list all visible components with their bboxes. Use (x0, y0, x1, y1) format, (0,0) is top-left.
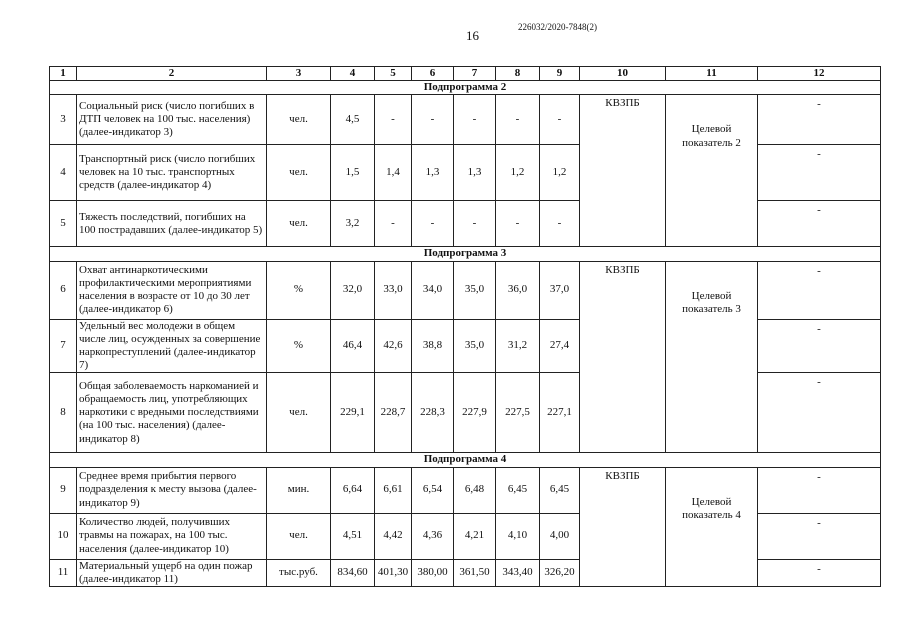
column-12-value: - (817, 148, 821, 161)
value-cell: 32,0 (331, 261, 375, 319)
column-header-row (50, 67, 881, 81)
responsible-code: КВЗПБ (580, 261, 666, 453)
value-cell: 229,1 (331, 373, 375, 453)
value-cell: 42,6 (375, 319, 412, 373)
column-12-cell (758, 261, 881, 319)
unit-cell: % (267, 319, 331, 373)
value-cell: 37,0 (540, 261, 580, 319)
value-cell: 35,0 (454, 261, 496, 319)
column-header-1: 1 (50, 67, 77, 81)
table-row (50, 261, 881, 319)
subprogram-title: Подпрограмма 3 (50, 247, 881, 261)
column-12-cell (758, 559, 881, 586)
page-number: 16 (466, 28, 479, 43)
value-cell: 326,20 (540, 559, 580, 586)
value-cell: 1,5 (331, 145, 375, 201)
row-number: 6 (50, 261, 77, 319)
row-number: 3 (50, 95, 77, 145)
value-cell: - (412, 201, 454, 247)
value-cell: 343,40 (496, 559, 540, 586)
indicator-name: Тяжесть последствий, погибших на 100 пострадавших (далее-индикатор 5) (77, 201, 267, 247)
column-header-7: 7 (454, 67, 496, 81)
column-header-11: 11 (666, 67, 758, 81)
column-12-value: - (817, 376, 821, 389)
indicator-name: Охват антинаркотическими профилактическими мероприятиями населения в возрасте от 10 до 30 лет (далее-индикатор 6) (77, 261, 267, 319)
column-12-cell (758, 513, 881, 559)
value-cell: 35,0 (454, 319, 496, 373)
unit-cell: % (267, 261, 331, 319)
value-cell: 6,54 (412, 467, 454, 513)
row-number: 8 (50, 373, 77, 453)
value-cell: 227,1 (540, 373, 580, 453)
table-body (50, 81, 881, 587)
value-cell: 4,51 (331, 513, 375, 559)
value-cell: - (540, 95, 580, 145)
value-cell: - (412, 95, 454, 145)
table-row (50, 95, 881, 145)
column-12-cell (758, 95, 881, 145)
column-12-value: - (817, 516, 821, 529)
subprogram-row (50, 453, 881, 467)
value-cell: 1,2 (496, 145, 540, 201)
value-cell: - (540, 201, 580, 247)
value-cell: 4,36 (412, 513, 454, 559)
column-12-value: - (817, 204, 821, 217)
document-id: 226032/2020-7848(2) (518, 22, 597, 32)
indicator-name: Социальный риск (число погибших в ДТП человек на 100 тыс. населения) (далее-индикатор 3) (77, 95, 267, 145)
unit-cell: чел. (267, 95, 331, 145)
row-number: 7 (50, 319, 77, 373)
value-cell: 834,60 (331, 559, 375, 586)
column-12-value: - (817, 264, 821, 277)
value-cell: 36,0 (496, 261, 540, 319)
value-cell: 4,5 (331, 95, 375, 145)
value-cell: 34,0 (412, 261, 454, 319)
row-number: 11 (50, 559, 77, 586)
row-number: 10 (50, 513, 77, 559)
value-cell: 4,42 (375, 513, 412, 559)
indicator-name: Общая заболеваемость наркоманией и обращаемость лиц, употребляющих наркотики с вредными последствиями (на 100 тыс. населения) (далее-индикатор 8) (77, 373, 267, 453)
unit-cell: тыс.руб. (267, 559, 331, 586)
column-12-value: - (817, 470, 821, 483)
row-number: 5 (50, 201, 77, 247)
value-cell: - (375, 201, 412, 247)
value-cell: 4,10 (496, 513, 540, 559)
value-cell: 227,9 (454, 373, 496, 453)
value-cell: 31,2 (496, 319, 540, 373)
value-cell: 4,00 (540, 513, 580, 559)
value-cell: 27,4 (540, 319, 580, 373)
subprogram-row (50, 247, 881, 261)
value-cell: - (375, 95, 412, 145)
column-header-10: 10 (580, 67, 666, 81)
column-12-cell (758, 145, 881, 201)
column-12-value: - (817, 322, 821, 335)
responsible-code: КВЗПБ (580, 95, 666, 247)
target-indicator: Целевой показатель 3 (666, 261, 758, 453)
unit-cell: чел. (267, 513, 331, 559)
value-cell: 1,2 (540, 145, 580, 201)
column-header-2: 2 (77, 67, 267, 81)
value-cell: - (496, 201, 540, 247)
column-header-3: 3 (267, 67, 331, 81)
value-cell: 1,4 (375, 145, 412, 201)
row-number: 9 (50, 467, 77, 513)
value-cell: 6,48 (454, 467, 496, 513)
target-indicator: Целевой показатель 4 (666, 467, 758, 586)
value-cell: 401,30 (375, 559, 412, 586)
column-header-4: 4 (331, 67, 375, 81)
column-12-value: - (817, 562, 821, 575)
value-cell: 3,2 (331, 201, 375, 247)
indicator-name: Среднее время прибытия первого подразделения к месту вызова (далее-индикатор 9) (77, 467, 267, 513)
column-header-8: 8 (496, 67, 540, 81)
row-number: 4 (50, 145, 77, 201)
column-12-cell (758, 319, 881, 373)
value-cell: 361,50 (454, 559, 496, 586)
value-cell: 6,45 (540, 467, 580, 513)
value-cell: 38,8 (412, 319, 454, 373)
value-cell: 6,64 (331, 467, 375, 513)
unit-cell: чел. (267, 145, 331, 201)
indicator-name: Удельный вес молодежи в общем числе лиц, осужденных за совершение наркопреступлений (далее-индикатор 7) (77, 319, 267, 373)
value-cell: 1,3 (412, 145, 454, 201)
value-cell: 33,0 (375, 261, 412, 319)
table-row (50, 467, 881, 513)
value-cell: 1,3 (454, 145, 496, 201)
column-header-9: 9 (540, 67, 580, 81)
indicator-name: Материальный ущерб на один пожар (далее-индикатор 11) (77, 559, 267, 586)
value-cell: 380,00 (412, 559, 454, 586)
unit-cell: мин. (267, 467, 331, 513)
unit-cell: чел. (267, 373, 331, 453)
responsible-code: КВЗПБ (580, 467, 666, 586)
subprogram-title: Подпрограмма 4 (50, 453, 881, 467)
indicator-name: Количество людей, получивших травмы на пожарах, на 100 тыс. населения (далее-индикатор 10) (77, 513, 267, 559)
column-header-5: 5 (375, 67, 412, 81)
column-12-cell (758, 201, 881, 247)
indicators-table (49, 66, 881, 587)
value-cell: 228,3 (412, 373, 454, 453)
value-cell: 227,5 (496, 373, 540, 453)
column-12-value: - (817, 98, 821, 111)
column-12-cell (758, 373, 881, 453)
value-cell: - (454, 201, 496, 247)
value-cell: 4,21 (454, 513, 496, 559)
value-cell: 6,61 (375, 467, 412, 513)
subprogram-row (50, 81, 881, 95)
target-indicator: Целевой показатель 2 (666, 95, 758, 247)
indicator-name: Транспортный риск (число погибших человек на 10 тыс. транспортных средств (далее-индикатор 4) (77, 145, 267, 201)
subprogram-title: Подпрограмма 2 (50, 81, 881, 95)
value-cell: 228,7 (375, 373, 412, 453)
value-cell: 46,4 (331, 319, 375, 373)
value-cell: - (496, 95, 540, 145)
column-header-6: 6 (412, 67, 454, 81)
value-cell: 6,45 (496, 467, 540, 513)
column-12-cell (758, 467, 881, 513)
value-cell: - (454, 95, 496, 145)
unit-cell: чел. (267, 201, 331, 247)
column-header-12: 12 (758, 67, 881, 81)
